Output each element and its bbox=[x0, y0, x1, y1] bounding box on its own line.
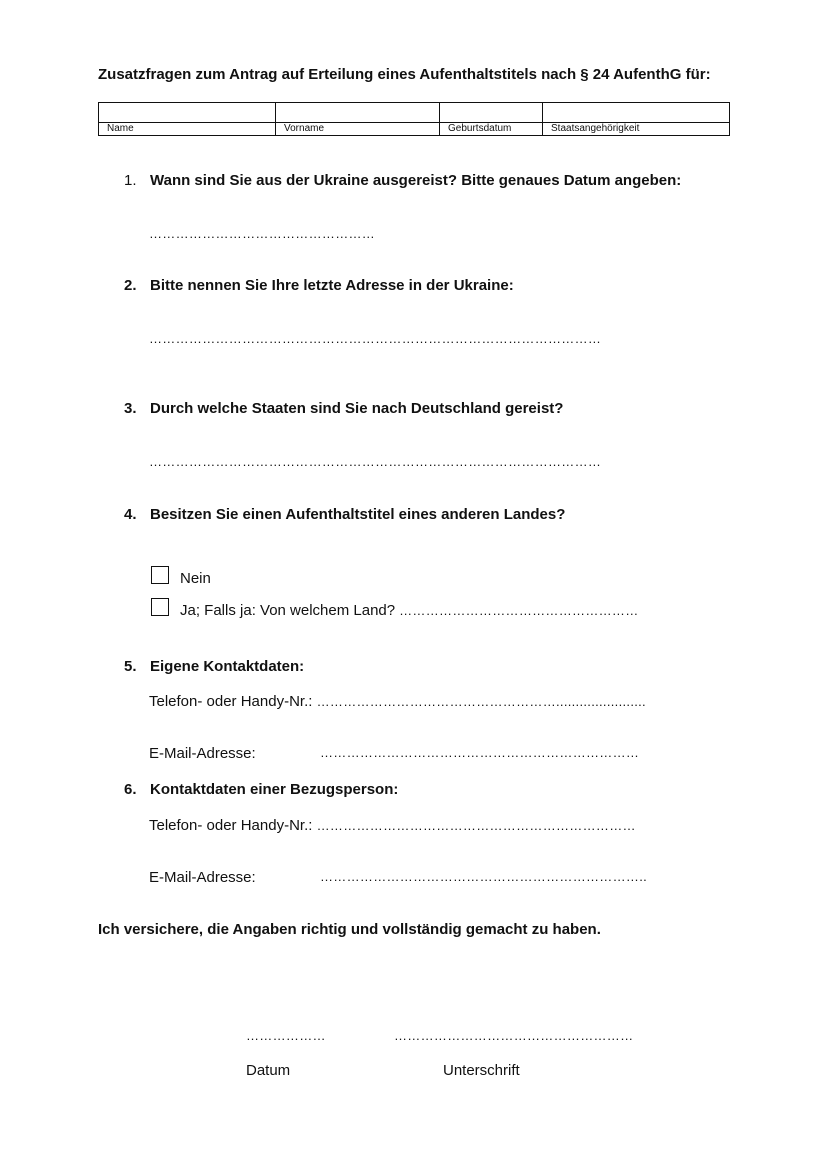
country-answer-line[interactable]: ……………………………………………… bbox=[399, 603, 639, 618]
question-5-number: 5. bbox=[124, 658, 137, 675]
own-phone-label: Telefon- oder Handy-Nr.: bbox=[149, 693, 313, 710]
contact-email-label: E-Mail-Adresse: bbox=[149, 869, 256, 886]
question-6 bbox=[124, 781, 398, 798]
question-1-text: Wann sind Sie aus der Ukraine ausgereist? Bitte genaues Datum angeben: bbox=[150, 172, 682, 189]
question-4 bbox=[124, 506, 565, 523]
question-2-text: Bitte nennen Sie Ihre letzte Adresse in der Ukraine: bbox=[150, 277, 514, 294]
form-title: Zusatzfragen zum Antrag auf Erteilung eines Aufenthaltstitels nach § 24 AufenthG für: bbox=[98, 66, 711, 83]
contact-phone-label: Telefon- oder Handy-Nr.: bbox=[149, 817, 313, 834]
question-3 bbox=[124, 400, 563, 417]
own-phone-line[interactable]: ………………………………………………....................... bbox=[316, 694, 646, 709]
own-email-line[interactable]: ……………………………………………………………… bbox=[320, 745, 640, 760]
vorname-column-label: Vorname bbox=[276, 123, 440, 136]
question-2 bbox=[124, 277, 514, 294]
question-4-number: 4. bbox=[124, 506, 137, 523]
question-2-answer-line[interactable]: ………………………………………………………………………………………… bbox=[149, 331, 602, 346]
question-3-text: Durch welche Staaten sind Sie nach Deutschland gereist? bbox=[150, 400, 564, 417]
own-phone-field bbox=[149, 693, 646, 710]
ja-option bbox=[180, 602, 639, 619]
contact-phone-line[interactable]: ……………………………………………………………… bbox=[316, 818, 636, 833]
question-6-number: 6. bbox=[124, 781, 137, 798]
question-5-text: Eigene Kontaktdaten: bbox=[150, 658, 305, 675]
own-email-label: E-Mail-Adresse: bbox=[149, 745, 256, 762]
question-1-answer-line[interactable]: …………………………………………… bbox=[149, 226, 376, 241]
date-line[interactable]: ……………… bbox=[246, 1028, 326, 1043]
vorname-input-cell[interactable] bbox=[276, 103, 440, 123]
question-1-number: 1. bbox=[124, 172, 137, 189]
date-label: Datum bbox=[246, 1062, 291, 1079]
ja-label: Ja; Falls ja: Von welchem Land? bbox=[180, 602, 396, 619]
name-input-cell[interactable] bbox=[99, 103, 276, 123]
ja-checkbox[interactable] bbox=[151, 598, 169, 616]
applicant-label-row bbox=[99, 123, 730, 136]
declaration-text: Ich versichere, die Angaben richtig und vollständig gemacht zu haben. bbox=[98, 921, 601, 938]
question-5 bbox=[124, 658, 304, 675]
question-3-number: 3. bbox=[124, 400, 137, 417]
question-3-answer-line[interactable]: ………………………………………………………………………………………… bbox=[149, 454, 602, 469]
applicant-info-table bbox=[98, 102, 730, 136]
nein-checkbox[interactable] bbox=[151, 566, 169, 584]
applicant-input-row bbox=[99, 103, 730, 123]
geburtsdatum-column-label: Geburtsdatum bbox=[440, 123, 543, 136]
nein-label: Nein bbox=[180, 570, 211, 587]
signature-label: Unterschrift bbox=[443, 1062, 520, 1079]
signature-line[interactable]: ……………………………………………… bbox=[394, 1028, 634, 1043]
geburtsdatum-input-cell[interactable] bbox=[440, 103, 543, 123]
question-4-text: Besitzen Sie einen Aufenthaltstitel eines anderen Landes? bbox=[150, 506, 566, 523]
question-6-text: Kontaktdaten einer Bezugsperson: bbox=[150, 781, 399, 798]
staatsangehoerigkeit-input-cell[interactable] bbox=[543, 103, 730, 123]
contact-email-line[interactable]: ……………………………………………………………….. bbox=[320, 869, 648, 884]
name-column-label: Name bbox=[99, 123, 276, 136]
question-2-number: 2. bbox=[124, 277, 137, 294]
contact-phone-field bbox=[149, 817, 636, 834]
question-1 bbox=[124, 172, 681, 189]
staatsangehoerigkeit-column-label: Staatsangehörigkeit bbox=[543, 123, 730, 136]
